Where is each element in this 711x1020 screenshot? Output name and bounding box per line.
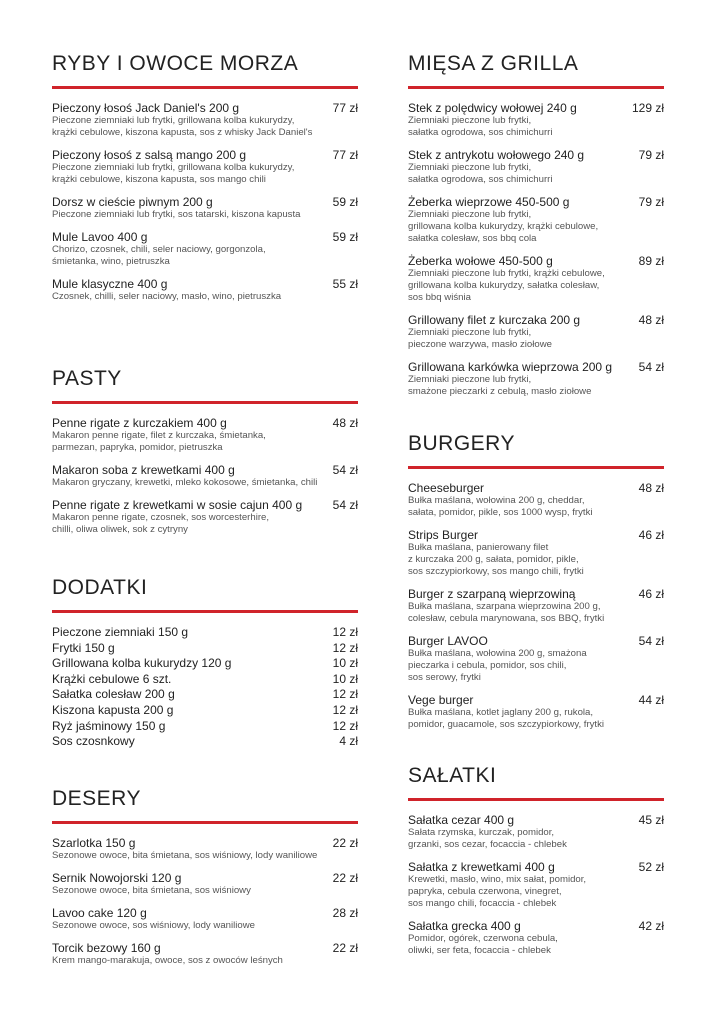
item-name: Mule klasyczne 400 g xyxy=(52,277,168,291)
item-description: grillowana kolba kukurydzy, sałatka colesław, xyxy=(408,280,600,291)
section-miesa xyxy=(408,52,664,407)
menu-item xyxy=(52,941,358,967)
menu-item xyxy=(52,230,358,268)
item-name: Sałatka z krewetkami 400 g xyxy=(408,860,555,874)
item-name: Makaron soba z krewetkami 400 g xyxy=(52,463,235,477)
item-name: Sos czosnkowy xyxy=(52,734,135,749)
section-divider xyxy=(52,821,358,824)
item-description: smażone pieczarki z cebulą, masło ziołowe xyxy=(408,386,592,397)
item-description: Pieczone ziemniaki lub frytki, sos tatarski, kiszona kapusta xyxy=(52,209,301,220)
item-name: Cheeseburger xyxy=(408,481,485,495)
item-price: 12 zł xyxy=(332,718,358,733)
section-salatki xyxy=(408,764,664,966)
menu-item xyxy=(408,813,664,851)
side-dish-row xyxy=(52,641,358,657)
menu-item xyxy=(52,101,358,139)
item-price: 10 zł xyxy=(332,671,358,686)
item-price: 22 zł xyxy=(332,871,358,885)
item-price: 54 zł xyxy=(638,360,664,374)
item-name: Żeberka wieprzowe 450-500 g xyxy=(408,195,570,209)
side-dish-row xyxy=(52,625,358,641)
item-price: 48 zł xyxy=(332,416,358,430)
menu-item xyxy=(408,195,664,245)
section-title: SAŁATKI xyxy=(408,764,497,787)
item-name: Sernik Nowojorski 120 g xyxy=(52,871,182,885)
item-description: Ziemniaki pieczone lub frytki, xyxy=(408,162,532,173)
item-price: 79 zł xyxy=(638,195,664,209)
item-name: Pieczone ziemniaki 150 g xyxy=(52,625,189,639)
item-price: 89 zł xyxy=(638,254,664,268)
item-name: Ryż jaśminowy 150 g xyxy=(52,718,166,733)
item-name: Krążki cebulowe 6 szt. xyxy=(52,671,172,686)
item-description: pomidor, guacamole, sos szczypiorkowy, frytki xyxy=(408,719,605,730)
menu-item xyxy=(408,481,664,519)
item-price: 77 zł xyxy=(332,148,358,162)
section-ryby xyxy=(52,52,358,312)
section-title: BURGERY xyxy=(408,432,515,455)
item-price: 12 zł xyxy=(332,687,358,702)
section-title: PASTY xyxy=(52,367,122,390)
item-description: Sezonowe owoce, bita śmietana, sos wiśniowy, lody waniliowe xyxy=(52,850,318,861)
side-dish-row xyxy=(52,672,358,688)
item-name: Vege burger xyxy=(408,693,474,707)
menu-item xyxy=(408,313,664,351)
item-name: Torcik bezowy 160 g xyxy=(52,941,161,955)
item-description: Ziemniaki pieczone lub frytki, xyxy=(408,115,532,126)
item-price: 59 zł xyxy=(332,195,358,209)
item-name: Szarlotka 150 g xyxy=(52,836,136,850)
menu-item xyxy=(52,277,358,303)
item-name: Penne rigate z krewetkami w sosie cajun 400 g xyxy=(52,498,303,512)
menu-item xyxy=(408,360,664,398)
menu-item xyxy=(408,860,664,910)
item-price: 55 zł xyxy=(332,277,358,291)
menu-item xyxy=(408,148,664,186)
item-description: Krewetki, masło, wino, mix sałat, pomidor, xyxy=(408,874,587,885)
menu-item xyxy=(408,693,664,731)
item-name: Stek z antrykotu wołowego 240 g xyxy=(408,148,585,162)
section-title: RYBY I OWOCE MORZA xyxy=(52,52,299,75)
menu-item xyxy=(408,587,664,625)
section-divider xyxy=(408,86,664,89)
item-name: Grillowana kolba kukurydzy 120 g xyxy=(52,656,232,671)
menu-item xyxy=(52,498,358,536)
section-divider xyxy=(408,466,664,469)
item-description: z kurczaka 200 g, sałata, pomidor, pikle, xyxy=(408,554,579,565)
item-description: grzanki, sos cezar, focaccia - chlebek xyxy=(408,839,567,850)
item-price: 12 zł xyxy=(332,625,358,639)
item-description: krążki cebulowe, kiszona kapusta, sos z whisky Jack Daniel's xyxy=(52,127,313,138)
item-price: 48 zł xyxy=(638,481,664,495)
item-description: Makaron penne rigate, filet z kurczaka, śmietanka, xyxy=(52,430,266,441)
section-dodatki xyxy=(52,576,358,750)
section-title: DODATKI xyxy=(52,576,148,599)
item-name: Stek z polędwicy wołowej 240 g xyxy=(408,101,577,115)
menu-item xyxy=(52,148,358,186)
item-description: papryka, cebula czerwona, vinegret, xyxy=(408,886,562,897)
item-description: pieczarka i cebula, pomidor, sos chili, xyxy=(408,660,567,671)
item-price: 59 zł xyxy=(332,230,358,244)
item-description: Makaron gryczany, krewetki, mleko kokosowe, śmietanka, chili xyxy=(52,477,318,488)
item-name: Penne rigate z kurczakiem 400 g xyxy=(52,416,227,430)
menu-item xyxy=(408,528,664,578)
item-price: 12 zł xyxy=(332,640,358,655)
item-price: 4 zł xyxy=(339,734,358,749)
item-description: sałatka ogrodowa, sos chimichurri xyxy=(408,174,553,185)
item-name: Dorsz w cieście piwnym 200 g xyxy=(52,195,213,209)
item-price: 48 zł xyxy=(638,313,664,327)
side-dish-row xyxy=(52,703,358,719)
item-description: Makaron penne rigate, czosnek, sos worcesterhire, xyxy=(52,512,270,523)
item-price: 45 zł xyxy=(638,813,664,827)
item-description: sos mango chili, focaccia - chlebek xyxy=(408,898,557,909)
item-price: 77 zł xyxy=(332,101,358,115)
item-price: 54 zł xyxy=(638,634,664,648)
item-description: Sezonowe owoce, bita śmietana, sos wiśniowy xyxy=(52,885,251,896)
item-name: Strips Burger xyxy=(408,528,479,542)
item-description: sałatka colesław, sos bbq cola xyxy=(408,233,537,244)
item-description: Bułka maślana, szarpana wieprzowina 200 g, xyxy=(408,601,601,612)
menu-item xyxy=(52,463,358,489)
item-description: colesław, cebula marynowana, sos BBQ, frytki xyxy=(408,613,605,624)
item-name: Pieczony łosoś z salsą mango 200 g xyxy=(52,148,247,162)
item-description: Chorizo, czosnek, chili, seler naciowy, gorgonzola, xyxy=(52,244,266,255)
item-description: Bułka maślana, panierowany filet xyxy=(408,542,549,553)
item-description: Pieczone ziemniaki lub frytki, grillowana kolba kukurydzy, xyxy=(52,162,295,173)
item-description: parmezan, papryka, pomidor, pietruszka xyxy=(52,442,223,453)
item-description: pieczone warzywa, masło ziołowe xyxy=(408,339,552,350)
side-dish-row xyxy=(52,734,358,750)
item-name: Grillowany filet z kurczaka 200 g xyxy=(408,313,581,327)
item-description: Bułka maślana, wołowina 200 g, smażona xyxy=(408,648,587,659)
item-name: Żeberka wołowe 450-500 g xyxy=(408,254,553,268)
item-description: oliwki, ser feta, focaccia - chlebek xyxy=(408,945,551,956)
menu-item xyxy=(52,416,358,454)
menu-item xyxy=(408,101,664,139)
item-description: Bułka maślana, kotlet jaglany 200 g, rukola, xyxy=(408,707,594,718)
item-price: 54 zł xyxy=(332,463,358,477)
menu-item xyxy=(408,254,664,304)
item-name: Grillowana karkówka wieprzowa 200 g xyxy=(408,360,613,374)
item-description: sałata, pomidor, pikle, sos 1000 wysp, frytki xyxy=(408,507,593,518)
item-price: 79 zł xyxy=(638,148,664,162)
item-price: 22 zł xyxy=(332,836,358,850)
item-price: 52 zł xyxy=(638,860,664,874)
item-price: 22 zł xyxy=(332,941,358,955)
section-divider xyxy=(52,401,358,404)
item-description: Ziemniaki pieczone lub frytki, krążki cebulowe, xyxy=(408,268,605,279)
item-description: Bułka maślana, wołowina 200 g, cheddar, xyxy=(408,495,585,506)
item-description: Ziemniaki pieczone lub frytki, xyxy=(408,327,532,338)
item-price: 44 zł xyxy=(638,693,664,707)
item-description: Ziemniaki pieczone lub frytki, xyxy=(408,209,532,220)
item-price: 42 zł xyxy=(638,919,664,933)
item-description: grillowana kolba kukurydzy, krążki cebulowe, xyxy=(408,221,599,232)
section-burgery xyxy=(408,432,664,740)
section-pasty xyxy=(52,367,358,545)
item-name: Lavoo cake 120 g xyxy=(52,906,147,920)
section-title: DESERY xyxy=(52,787,141,810)
item-description: śmietanka, wino, pietruszka xyxy=(52,256,170,267)
item-description: sałatka ogrodowa, sos chimichurri xyxy=(408,127,553,138)
item-price: 12 zł xyxy=(332,702,358,717)
item-price: 46 zł xyxy=(638,528,664,542)
item-name: Pieczony łosoś Jack Daniel's 200 g xyxy=(52,101,240,115)
item-price: 46 zł xyxy=(638,587,664,601)
item-price: 129 zł xyxy=(631,101,664,115)
item-name: Burger z szarpaną wieprzowiną xyxy=(408,587,576,601)
item-description: krążki cebulowe, kiszona kapusta, sos mango chili xyxy=(52,174,266,185)
section-divider xyxy=(408,798,664,801)
menu-item xyxy=(52,836,358,862)
item-name: Frytki 150 g xyxy=(52,640,115,655)
item-description: sos szczypiorkowy, sos mango chili, frytki xyxy=(408,566,584,577)
item-description: Sałata rzymska, kurczak, pomidor, xyxy=(408,827,555,838)
item-description: chilli, oliwa oliwek, sok z cytryny xyxy=(52,524,188,535)
item-price: 54 zł xyxy=(332,498,358,512)
item-name: Kiszona kapusta 200 g xyxy=(52,702,174,717)
item-name: Mule Lavoo 400 g xyxy=(52,230,148,244)
item-price: 10 zł xyxy=(332,656,358,671)
section-desery xyxy=(52,787,358,976)
side-dish-row xyxy=(52,719,358,735)
item-name: Sałatka colesław 200 g xyxy=(52,687,175,702)
side-dish-row xyxy=(52,687,358,703)
menu-item xyxy=(52,195,358,221)
item-price: 28 zł xyxy=(332,906,358,920)
menu-item xyxy=(408,634,664,684)
item-description: Czosnek, chilli, seler naciowy, masło, wino, pietruszka xyxy=(52,291,282,302)
item-name: Sałatka grecka 400 g xyxy=(408,919,521,933)
item-description: Krem mango-marakuja, owoce, sos z owoców leśnych xyxy=(52,955,283,966)
section-title: MIĘSA Z GRILLA xyxy=(408,52,579,75)
menu-item xyxy=(52,906,358,932)
item-name: Burger LAVOO xyxy=(408,634,488,648)
section-divider xyxy=(52,610,358,613)
item-description: Ziemniaki pieczone lub frytki, xyxy=(408,374,532,385)
item-description: Sezonowe owoce, sos wiśniowy, lody waniliowe xyxy=(52,920,255,931)
item-description: Pomidor, ogórek, czerwona cebula, xyxy=(408,933,558,944)
item-description: sos serowy, frytki xyxy=(408,672,481,683)
item-description: sos bbq wiśnia xyxy=(408,292,471,303)
item-name: Sałatka cezar 400 g xyxy=(408,813,515,827)
menu-item xyxy=(408,919,664,957)
side-dish-row xyxy=(52,656,358,672)
menu-item xyxy=(52,871,358,897)
section-divider xyxy=(52,86,358,89)
item-description: Pieczone ziemniaki lub frytki, grillowana kolba kukurydzy, xyxy=(52,115,295,126)
